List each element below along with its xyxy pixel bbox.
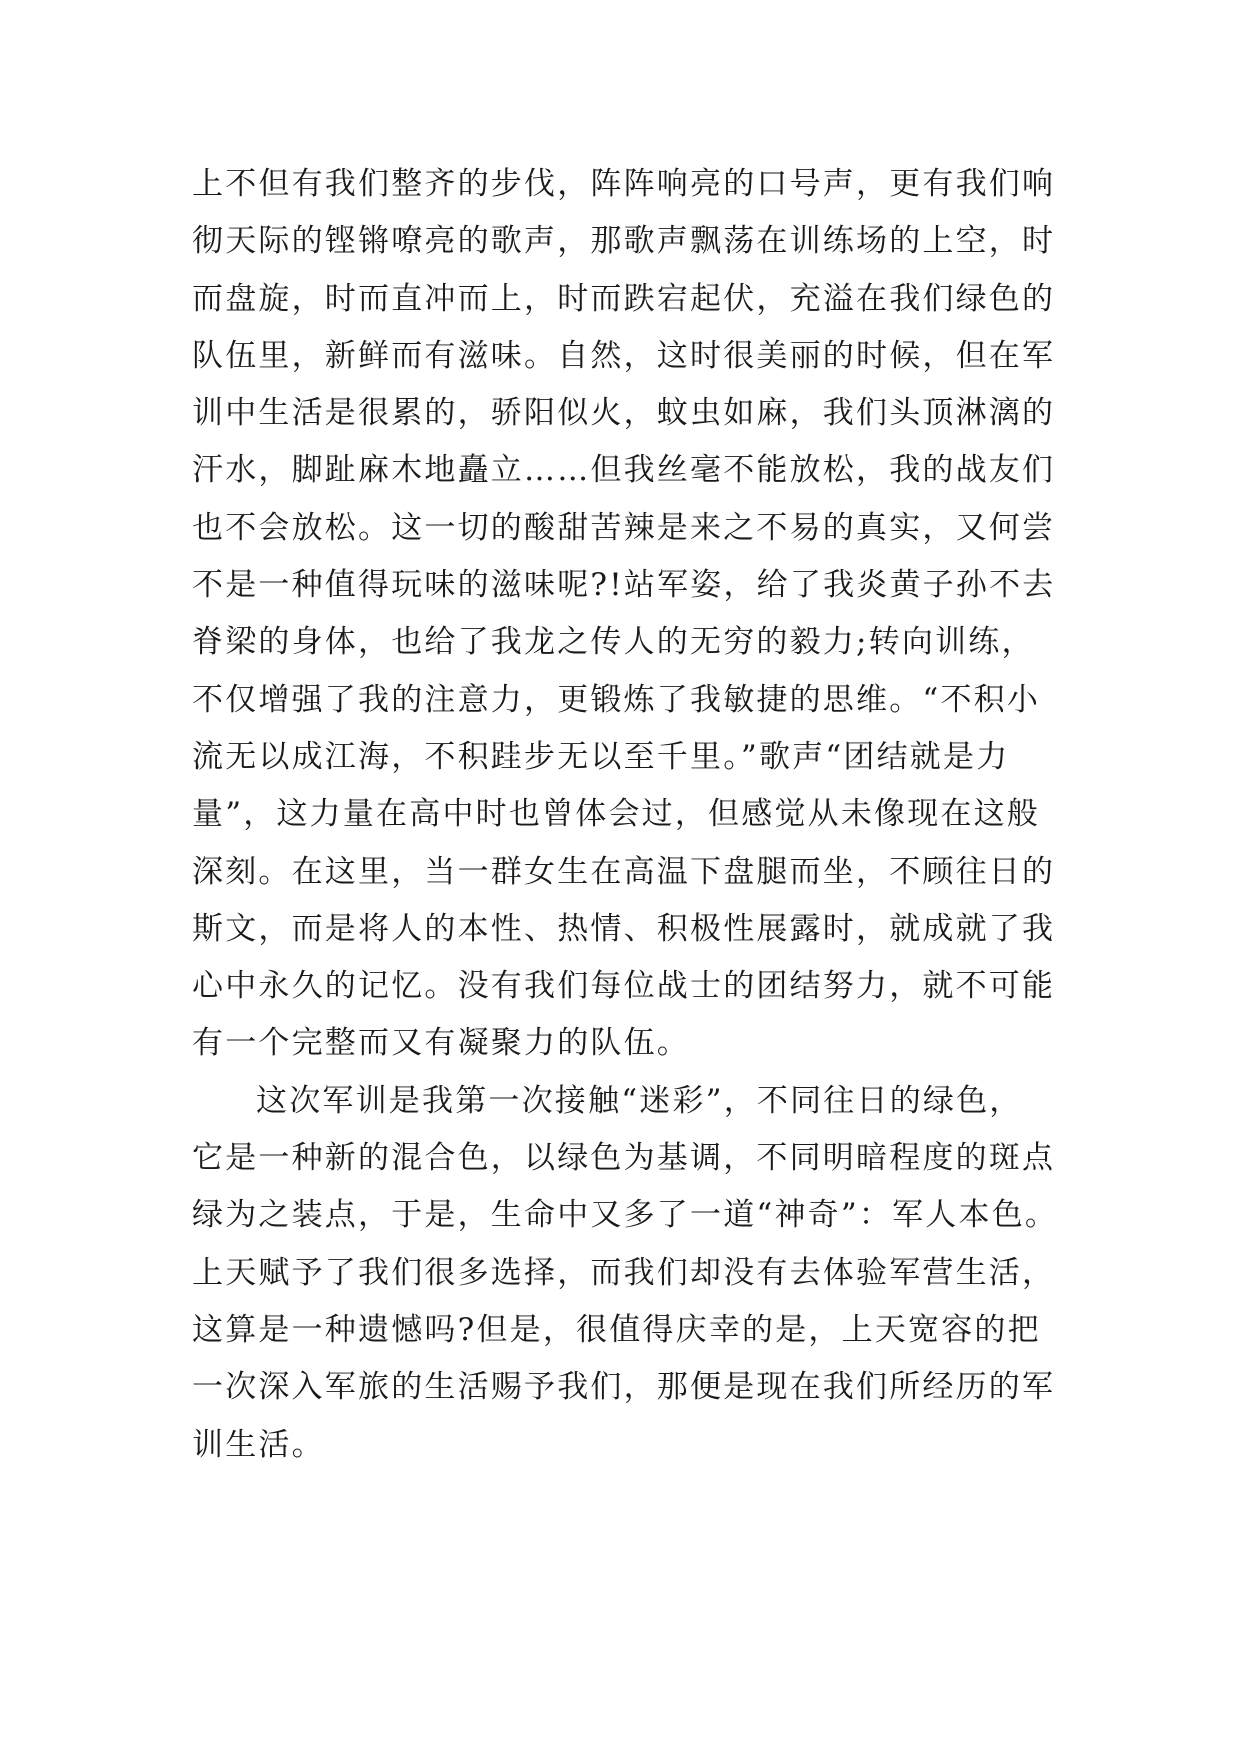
text-line: 深刻。在这里，当一群女生在高温下盘腿而坐，不顾往日的 <box>192 853 1056 890</box>
text-line: 也不会放松。这一切的酸甜苦辣是来之不易的真实，又何尝 <box>192 509 1056 546</box>
text-line: 有一个完整而又有凝聚力的队伍。 <box>192 1025 690 1062</box>
text-line: 而盘旋，时而直冲而上，时而跌宕起伏，充溢在我们绿色的 <box>192 280 1056 317</box>
text-line: 量”，这力量在高中时也曾体会过，但感觉从未像现在这般 <box>192 796 1041 833</box>
text-line: 彻天际的铿锵嘹亮的歌声，那歌声飘荡在训练场的上空，时 <box>192 223 1056 260</box>
text-line: 心中永久的记忆。没有我们每位战士的团结努力，就不可能 <box>192 968 1056 1005</box>
text-line: 训生活。 <box>192 1426 325 1463</box>
text-line: 汗水，脚趾麻木地矗立……但我丝毫不能放松，我的战友们 <box>192 452 1056 489</box>
paragraph-start-line: 这次军训是我第一次接触“迷彩”，不同往日的绿色， <box>256 1082 1023 1119</box>
text-line: 绿为之装点，于是，生命中又多了一道“神奇”：军人本色。 <box>192 1197 1059 1234</box>
body-text <box>192 156 1072 1474</box>
text-line: 斯文，而是将人的本性、热情、积极性展露时，就成就了我 <box>192 910 1056 947</box>
text-line: 上天赋予了我们很多选择，而我们却没有去体验军营生活， <box>192 1254 1056 1291</box>
text-line: 上不但有我们整齐的步伐，阵阵响亮的口号声，更有我们响 <box>192 166 1056 202</box>
text-line: 它是一种新的混合色，以绿色为基调，不同明暗程度的斑点 <box>192 1140 1056 1177</box>
text-line: 不是一种值得玩味的滋味呢?!站军姿，给了我炎黄子孙不去 <box>192 567 1056 604</box>
text-line: 一次深入军旅的生活赐予我们，那便是现在我们所经历的军 <box>192 1369 1056 1406</box>
text-line: 训中生活是很累的，骄阳似火，蚊虫如麻，我们头顶淋漓的 <box>192 395 1056 432</box>
text-line: 流无以成江海，不积跬步无以至千里。”歌声“团结就是力 <box>192 738 1010 775</box>
text-line: 队伍里，新鲜而有滋味。自然，这时很美丽的时候，但在军 <box>192 337 1056 374</box>
text-line: 不仅增强了我的注意力，更锻炼了我敏捷的思维。“不积小 <box>192 681 1041 718</box>
text-line: 脊梁的身体，也给了我龙之传人的无穷的毅力;转向训练， <box>192 624 1035 661</box>
text-line: 这算是一种遗憾吗?但是，很值得庆幸的是，上天宽容的把 <box>192 1311 1041 1348</box>
